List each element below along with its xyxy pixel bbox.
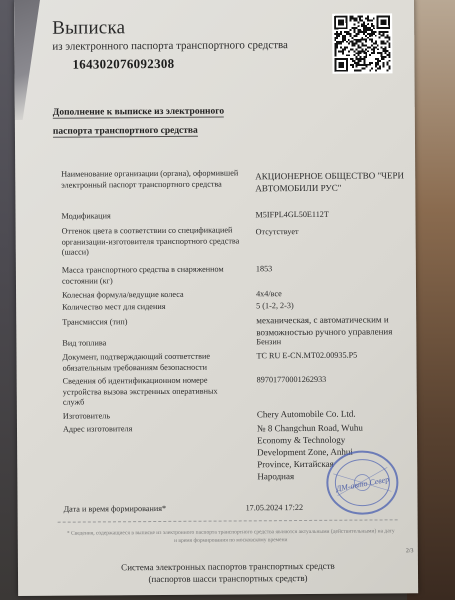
section-title-line2: паспорта транспортного средства	[52, 125, 198, 137]
row-label-organization: Наименование организации (органа), оформившей электронный паспорт транспортного средства	[61, 168, 239, 190]
row-value-seats: 5 (1-2, 2-3)	[256, 301, 294, 311]
system-name-line1: Система электронных паспортов транспортных средств	[121, 560, 335, 573]
row-label-mass: Масса транспортного средства в снаряженном состоянии (кг)	[61, 264, 224, 286]
qr-code-icon	[332, 13, 392, 73]
system-name	[48, 559, 408, 586]
row-value-mass: 1853	[255, 264, 273, 274]
section-title	[53, 102, 283, 142]
row-label-emergency-device: Сведения об идентификационном номере устройства вызова экстренных оперативных служб	[62, 375, 218, 407]
row-value-safety-doc: TC RU E-CN.MT02.00935.P5	[256, 350, 358, 361]
date-label: Дата и время формирования*	[63, 503, 167, 514]
row-label-transmission: Трансмиссия (тип)	[62, 317, 128, 327]
row-label-color: Оттенок цвета в соответствии со спецификацией организации-изготовителя транспортного средства (шасси)	[61, 225, 240, 257]
passport-number: 164302076092308	[72, 55, 175, 72]
document-title: Выписка	[52, 17, 126, 39]
footer-divider	[58, 519, 398, 522]
row-value-wheel-formula: 4x4/все	[256, 289, 282, 299]
system-name-line2: (паспортов шасси транспортных средств)	[148, 572, 308, 585]
row-value-emergency-device: 89701770001262933	[256, 374, 327, 385]
row-label-manufacturer: Изготовитель	[62, 411, 111, 421]
seal-stamp	[323, 447, 401, 518]
document-sheet	[14, 0, 418, 596]
row-value-color: Отсутствует	[255, 227, 299, 237]
row-value-fuel: Бензин	[256, 337, 282, 347]
row-value-manufacturer: Chery Automobile Co. Ltd.	[256, 408, 356, 420]
row-label-wheel-formula: Колесная формула/ведущие колеса	[62, 289, 184, 300]
row-label-seats: Количество мест для сидения	[62, 301, 166, 312]
footnote: * Сведения, содержащиеся в выписке из электронного паспорта транспортного средства являются актуальными (действительными) на дату и время формирования по московскому времени	[66, 528, 395, 544]
row-value-transmission: механическая, с автоматическим и возможностью ручного управления	[256, 314, 393, 338]
row-value-manufacturer-address: № 8 Changchun Road, Wuhu Economy & Technology Development Zone, Anhui Province, Китайская Народная	[256, 422, 363, 482]
document-subtitle: из электронного паспорта транспортного средства	[52, 39, 288, 53]
row-value-modification: M5IFPL4GL50E112T	[255, 209, 329, 220]
row-label-modification: Модификация	[61, 211, 111, 221]
seal-stamp-text: ДМ-авто Север	[335, 474, 390, 494]
row-label-safety-doc: Документ, подтверждающий соответствие обязательным требованиям безопасности	[62, 351, 211, 373]
section-title-line1: Дополнение к выписке из электронного	[52, 106, 225, 118]
row-label-fuel: Вид топлива	[62, 338, 107, 348]
date-value: 17.05.2024 17:22	[245, 502, 304, 513]
row-value-organization: АКЦИОНЕРНОЕ ОБЩЕСТВО "ЧЕРИ АВТОМОБИЛИ РУС"	[255, 170, 405, 194]
row-label-manufacturer-address: Адрес изготовителя	[62, 424, 133, 434]
page-fold	[14, 0, 41, 120]
page-number: 2/3	[405, 548, 414, 555]
